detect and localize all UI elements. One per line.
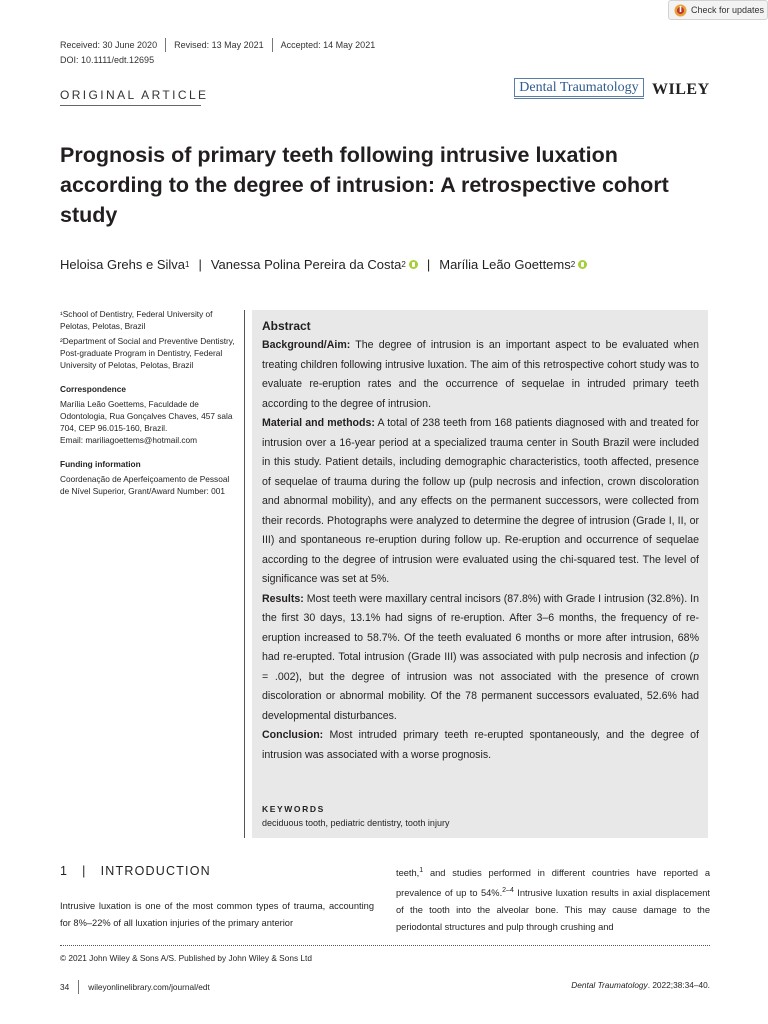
abstract-heading: Abstract (262, 319, 311, 333)
intro-text: and studies performed in different countries have reported a prevalence of up to 54%. (396, 868, 710, 899)
check-for-updates-button[interactable] (668, 0, 768, 20)
citation-ref[interactable]: 1 (419, 867, 424, 874)
author-list (60, 257, 587, 272)
affiliation-2: ²Department of Social and Preventive Dentistry, Post-graduate Program in Dentistry, Federal University of Pelotas, Pelotas, Brazil (60, 336, 235, 370)
methods-label: Material and methods: (262, 417, 375, 429)
orcid-icon[interactable] (578, 260, 587, 269)
abstract-background (262, 336, 699, 414)
funding-text: Coordenação de Aperfeiçoamento de Pessoal de Nível Superior, Grant/Award Number: 001 (60, 474, 230, 496)
column-divider (244, 310, 245, 838)
keywords-list: deciduous tooth, pediatric dentistry, tooth injury (262, 818, 450, 828)
results-label: Results: (262, 592, 304, 605)
citation-info (571, 980, 710, 990)
abstract-results (262, 590, 699, 727)
keywords-heading: KEYWORDS (262, 804, 325, 814)
funding-heading: Funding information (60, 459, 141, 469)
footer-dotted-rule (60, 945, 710, 946)
crossmark-icon (674, 4, 687, 17)
journal-logo: Dental Traumatology (514, 78, 644, 97)
intro-paragraph: Intrusive luxation is one of the most common types of trauma, accounting for 8%–22% of all luxation injuries of the primary anterior (60, 901, 374, 928)
doi[interactable]: DOI: 10.1111/edt.12695 (60, 55, 155, 65)
author-affiliation-mark: 2 (570, 260, 576, 269)
background-text: The degree of intrusion is an important aspect to be evaluated when treating children following intrusive luxation. The aim of this retrospective cohort study was to evaluate re-eruption rates and the occurrence of sequelae in intruded primary teeth according to the degree of intrusion. (262, 339, 699, 410)
introduction-text-right (396, 862, 710, 936)
divider (272, 38, 273, 52)
orcid-icon[interactable] (409, 260, 418, 269)
conclusion-text: Most intruded primary teeth re-erupted spontaneously, and the degree of intrusion was associated with a worse prognosis. (262, 729, 699, 761)
journal-url[interactable]: wileyonlinelibrary.com/journal/edt (88, 982, 210, 992)
intro-text: Intrusive luxation results in axial displacement of the tooth into the alveolar bone. This may cause damage to the periodontal structures and pulp through crushing and (396, 888, 710, 933)
author-name[interactable]: Marília Leão Goettems (439, 257, 571, 272)
results-text: Most teeth were maxillary central incisors (87.8%) with Grade I intrusion (32.8%). In the first 30 days, 13.1% had signs of re-eruption. After 3–6 months, the frequency of re-eruption increased to 58.7%. Of the teeth evaluated 6 months or more after intrusion, 68% had re-erupted. Total intrusion (Grade III) was associated with pulp necrosis and infection ( (262, 592, 699, 663)
abstract-conclusion (262, 726, 699, 765)
journal-logo-underline (514, 98, 644, 99)
author-affiliation-mark: 2 (401, 260, 406, 269)
received-date: Received: 30 June 2020 (60, 40, 158, 50)
correspondence-email[interactable]: Email: mariliagoettems@hotmail.com (60, 435, 198, 445)
author-separator: | (198, 257, 202, 272)
check-for-updates-label: Check for updates (691, 5, 765, 15)
divider (78, 980, 79, 994)
results-text-cont: = .002), but the degree of intrusion was not associated with the presence of crown discoloration or abnormal mobility. Of the 78 permanent successors evaluated, 52.6% had developmental disturbances. (262, 670, 699, 722)
journal-name: Dental Traumatology (571, 980, 648, 990)
introduction-text-left (60, 898, 374, 932)
affiliation-1: ¹School of Dentistry, Federal University of Pelotas, Pelotas, Brazil (60, 309, 213, 331)
article-title: Prognosis of primary teeth following intrusive luxation according to the degree of intrusion: A retrospective cohort study (60, 143, 669, 227)
correspondence-text: Marília Leão Goettems, Faculdade de Odontologia, Rua Gonçalves Chaves, 457 sala 704, CEP 96.015-160, Brazil. (60, 399, 233, 433)
p-value-symbol: p (693, 651, 699, 663)
intro-paragraph-cont (396, 862, 710, 936)
correspondence-heading: Correspondence (60, 384, 126, 394)
intro-text: teeth, (396, 868, 420, 879)
article-type-rule (60, 105, 201, 106)
citation-details: . 2022;38:34–40. (647, 980, 710, 990)
article-type: ORIGINAL ARTICLE (60, 88, 209, 102)
author-name[interactable]: Heloisa Grehs e Silva (60, 257, 185, 272)
divider (165, 38, 166, 52)
abstract-box (252, 310, 708, 838)
publisher-logo: WILEY (652, 81, 710, 98)
author-affiliation-mark: 1 (185, 260, 190, 269)
page-number: 34 (60, 982, 70, 992)
conclusion-label: Conclusion: (262, 729, 324, 741)
author-name[interactable]: Vanessa Polina Pereira da Costa (210, 257, 402, 272)
introduction-heading: 1 | INTRODUCTION (60, 864, 211, 878)
citation-ref[interactable]: 2–4 (502, 887, 514, 895)
abstract-methods (262, 414, 699, 590)
methods-text: A total of 238 teeth from 168 patients diagnosed with and treated for intrusion over a 16-year period at a specialized trauma center in South Brazil were included in this study. Patient details, including demographic characteristics, tooth affected, presence of sequelae of trauma during the follow up (pulp necrosis and infection, crown discoloration and abnormal mobility), and any effects on the permanent successors, were collected from their records. Photographs were analyzed to determine the degree of intrusion (Grade I, II, or III) and spontaneous re-eruption during follow up. Re-eruption and occurrence of sequelae according to the degree of intrusion were evaluated using the chi-squared test. The level of significance was set at 5%. (262, 417, 700, 585)
background-label: Background/Aim: (262, 339, 351, 351)
author-separator: | (426, 257, 431, 272)
article-info-column (60, 308, 238, 500)
copyright-notice: © 2021 John Wiley & Sons A/S. Published by John Wiley & Sons Ltd (60, 953, 312, 963)
revised-date: Revised: 13 May 2021 (174, 40, 264, 50)
article-dates (60, 38, 375, 52)
footer-left (60, 980, 210, 994)
accepted-date: Accepted: 14 May 2021 (280, 40, 376, 50)
